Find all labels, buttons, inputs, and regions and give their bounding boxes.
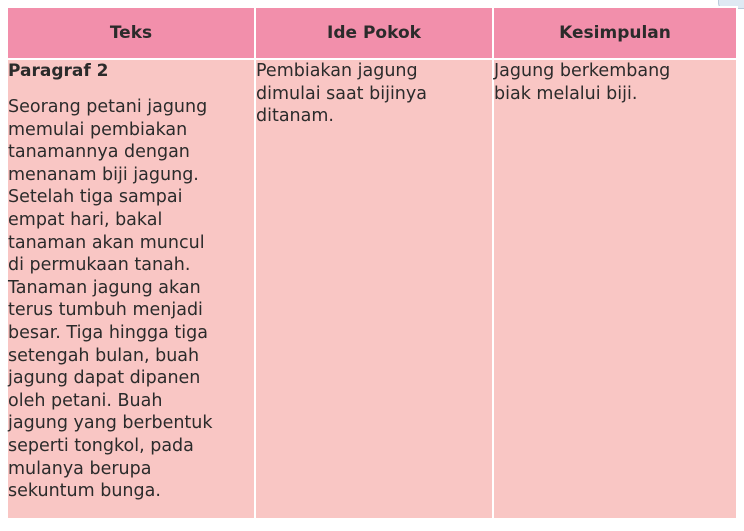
teks-body — [8, 96, 254, 503]
text-line: ditanam. — [256, 106, 334, 127]
header-row — [7, 7, 737, 59]
text-line: terus tumbuh menjadi — [8, 300, 203, 321]
text-line: mulanya berupa — [8, 458, 152, 479]
text-line: setengah bulan, buah — [8, 345, 200, 366]
text-line: dimulai saat bijinya — [256, 83, 427, 104]
text-line: tanaman akan muncul — [8, 232, 205, 253]
text-line: Seorang petani jagung — [8, 97, 208, 117]
text-line: biak melalui biji. — [494, 83, 638, 104]
text-line: Jagung berkembang — [494, 61, 671, 81]
text-line: sekuntum bunga. — [8, 481, 161, 502]
text-line: Setelah tiga sampai — [8, 187, 183, 208]
ide-pokok-cell — [255, 59, 493, 519]
kesimpulan-cell — [493, 59, 737, 519]
header-teks: Teks — [7, 7, 255, 59]
text-line: Tanaman jagung akan — [8, 277, 201, 298]
text-line: tanamannya dengan — [8, 142, 190, 163]
text-line: menanam biji jagung. — [8, 164, 199, 185]
teks-cell — [7, 59, 255, 519]
ide-pokok-body — [256, 60, 492, 128]
text-line: seperti tongkol, pada — [8, 435, 194, 456]
paragraph-label: Paragraf 2 — [8, 61, 109, 81]
header-kesimpulan: Kesimpulan — [493, 7, 737, 59]
text-line: memulai pembiakan — [8, 119, 188, 140]
text-line: jagung dapat dipanen — [8, 368, 201, 389]
text-line: oleh petani. Buah — [8, 390, 163, 411]
header-ide-pokok: Ide Pokok — [255, 7, 493, 59]
text-line: jagung yang berbentuk — [8, 413, 213, 434]
text-line: empat hari, bakal — [8, 209, 163, 230]
text-line: Pembiakan jagung — [256, 61, 418, 81]
text-line: di permukaan tanah. — [8, 255, 191, 276]
text-line: besar. Tiga hingga tiga — [8, 322, 208, 343]
summary-table — [6, 6, 738, 520]
table-row — [7, 59, 737, 519]
kesimpulan-body — [494, 60, 736, 105]
